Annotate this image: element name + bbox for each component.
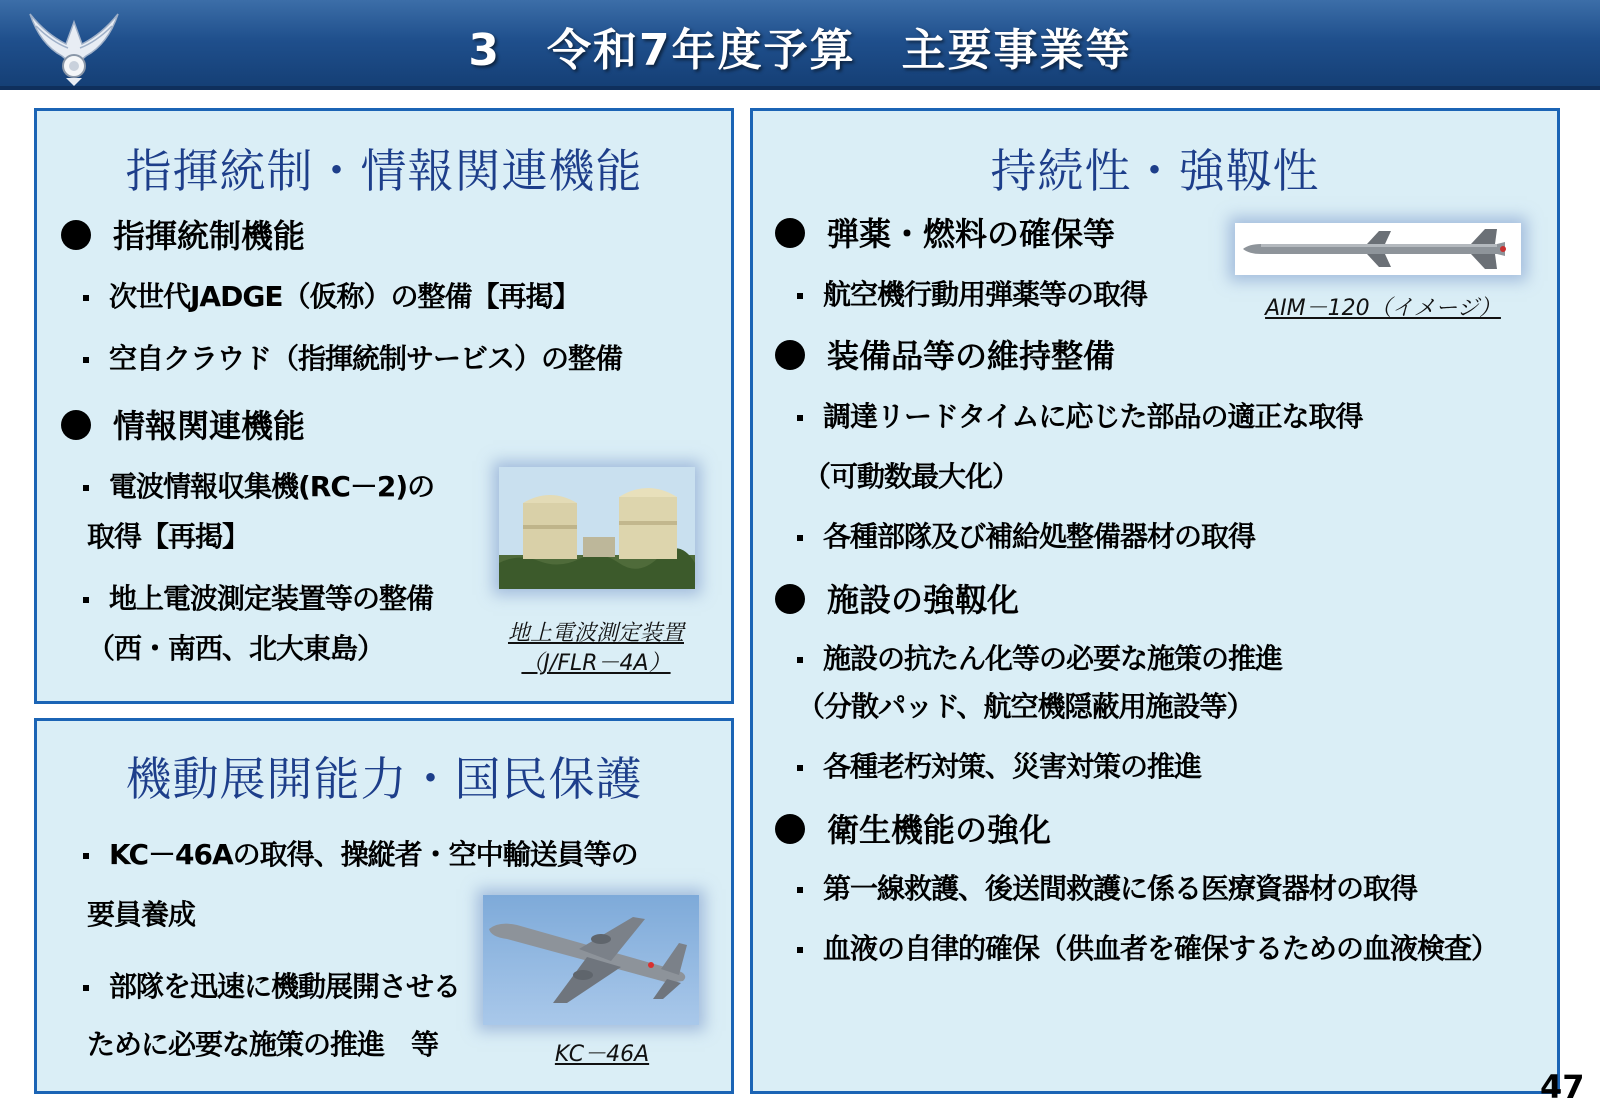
- list-item: 調達リードタイムに応じた部品の適正な取得: [793, 395, 1362, 435]
- list-item: 血液の自律的確保（供血者を確保するための血液検査）: [793, 927, 1498, 967]
- radar-facility-photo: [499, 467, 695, 589]
- bullet-dot-icon: [775, 814, 805, 844]
- bullet-dot-icon: [61, 220, 91, 250]
- list-item-continuation: （西・南西、北大東島）: [87, 632, 385, 665]
- square-bullet-icon: [83, 853, 89, 859]
- square-bullet-icon: [797, 657, 803, 663]
- list-item: 航空機行動用弾薬等の取得: [793, 273, 1147, 313]
- list-item-continuation: （分散パッド、航空機隠蔽用施設等）: [797, 690, 1254, 723]
- header-divider: [0, 86, 1600, 90]
- list-item: 部隊を迅速に機動展開させる: [79, 965, 460, 1005]
- list-item: 施設の抗たん化等の必要な施策の推進: [793, 637, 1282, 677]
- list-item-continuation: ために必要な施策の推進 等: [87, 1028, 439, 1061]
- bullet-heading: 施設の強靱化: [775, 575, 1019, 621]
- header-bar: [0, 0, 1600, 90]
- aim120-missile-photo: [1235, 223, 1521, 275]
- bullet-dot-icon: [775, 584, 805, 614]
- page-number: 47: [1540, 1068, 1585, 1106]
- photo-caption: 地上電波測定装置 （J/FLR－4A）: [507, 621, 684, 676]
- list-item-continuation: （可動数最大化）: [803, 460, 1020, 493]
- page-title: 3 令和7年度予算 主要事業等: [468, 25, 1132, 76]
- bullet-heading: 衛生機能の強化: [775, 805, 1051, 851]
- list-item: 各種老朽対策、災害対策の推進: [793, 745, 1201, 785]
- bullet-heading: 弾薬・燃料の確保等: [775, 209, 1115, 255]
- bullet-dot-icon: [61, 410, 91, 440]
- square-bullet-icon: [797, 535, 803, 541]
- bullet-heading: 指揮統制機能: [61, 211, 305, 257]
- square-bullet-icon: [83, 597, 89, 603]
- list-item: 次世代JADGE（仮称）の整備【再掲】: [79, 275, 579, 315]
- square-bullet-icon: [797, 947, 803, 953]
- list-item: 電波情報収集機(RC－2)の: [79, 465, 434, 505]
- square-bullet-icon: [797, 293, 803, 299]
- list-item-continuation: 要員養成: [87, 898, 196, 931]
- panel-mobility-civil-protection: [34, 718, 734, 1094]
- square-bullet-icon: [83, 357, 89, 363]
- list-item: 各種部隊及び補給処整備器材の取得: [793, 515, 1255, 555]
- square-bullet-icon: [83, 985, 89, 991]
- square-bullet-icon: [83, 295, 89, 301]
- bullet-dot-icon: [775, 340, 805, 370]
- photo-caption: KC－46A: [554, 1042, 650, 1067]
- photo-caption: AIM－120（イメージ）: [1265, 296, 1501, 321]
- kc46a-aircraft-photo: [483, 895, 699, 1025]
- panel-title: 機動展開能力・国民保護: [125, 752, 643, 806]
- square-bullet-icon: [797, 415, 803, 421]
- list-item: 空自クラウド（指揮統制サービス）の整備: [79, 337, 622, 377]
- list-item: KC－46Aの取得、操縦者・空中輸送員等の: [79, 833, 638, 873]
- list-item: 地上電波測定装置等の整備: [79, 577, 433, 617]
- panel-command-control-intel: [34, 108, 734, 704]
- bullet-heading: 情報関連機能: [61, 401, 305, 447]
- panel-sustainability-resilience: [750, 108, 1560, 1094]
- panel-title: 指揮統制・情報関連機能: [125, 144, 643, 198]
- list-item: 第一線救護、後送間救護に係る医療資器材の取得: [793, 867, 1417, 907]
- list-item-continuation: 取得【再掲】: [87, 520, 250, 553]
- bullet-heading: 装備品等の維持整備: [775, 331, 1115, 377]
- square-bullet-icon: [83, 485, 89, 491]
- square-bullet-icon: [797, 887, 803, 893]
- bullet-dot-icon: [775, 218, 805, 248]
- panel-title: 持続性・強靱性: [990, 144, 1320, 198]
- square-bullet-icon: [797, 765, 803, 771]
